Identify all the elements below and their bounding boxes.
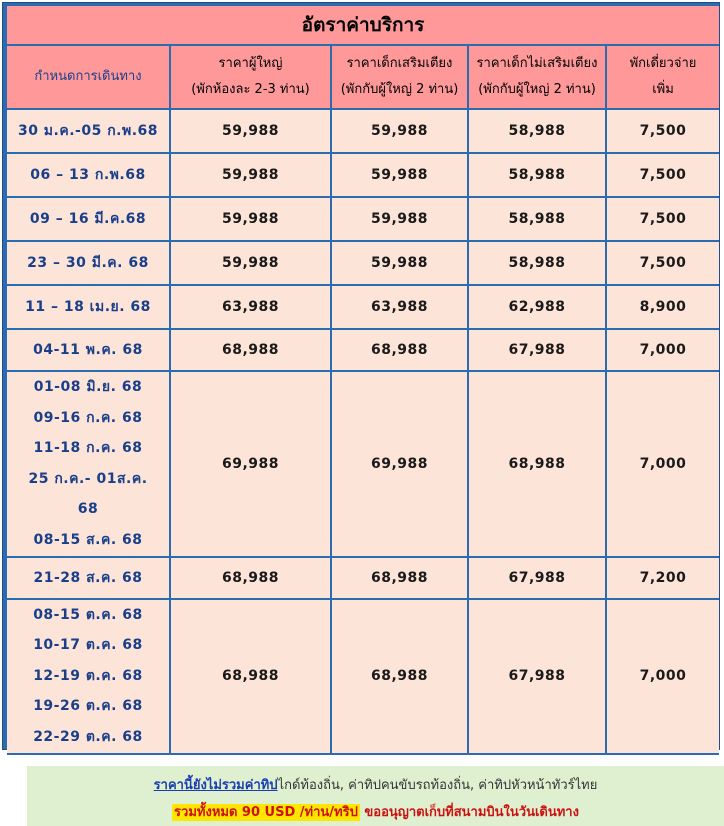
child-nobed-price-cell: 58,988 (469, 154, 607, 198)
header-adult-price-note: (พักห้องละ 2-3 ท่าน) (191, 82, 310, 97)
header-single-supplement (607, 46, 719, 110)
adult-price-cell: 59,988 (171, 198, 332, 242)
travel-dates-cell (7, 558, 171, 600)
child-bed-price-cell: 59,988 (332, 154, 469, 198)
child-bed-price-cell: 68,988 (332, 330, 469, 372)
child-bed-price-cell: 69,988 (332, 372, 469, 558)
adult-price-cell: 59,988 (171, 110, 332, 154)
header-single-label: พักเดี่ยวจ่าย (629, 56, 697, 71)
tip-notice-line2 (27, 801, 724, 822)
header-child-nobed-price (469, 46, 607, 110)
header-child-bed-note: (พักกับผู้ใหญ่ 2 ท่าน) (340, 82, 459, 97)
tip-notice (27, 766, 724, 826)
adult-price-cell: 59,988 (171, 154, 332, 198)
header-child-nobed-note: (พักกับผู้ใหญ่ 2 ท่าน) (478, 82, 596, 97)
single-supplement-cell: 7,500 (607, 110, 719, 154)
header-child-nobed-label: ราคาเด็กไม่เสริมเตียง (476, 56, 598, 71)
travel-date: 08-15 ต.ค. 68 (33, 606, 143, 623)
adult-price-cell: 68,988 (171, 600, 332, 755)
child-nobed-price-cell: 67,988 (469, 330, 607, 372)
rates-table (7, 6, 719, 755)
travel-date: 09-16 ก.ค. 68 (33, 409, 143, 426)
table-row (7, 286, 719, 330)
child-nobed-price-cell: 58,988 (469, 198, 607, 242)
single-supplement-cell: 7,000 (607, 600, 719, 755)
travel-dates-cell (7, 198, 171, 242)
child-bed-price-cell: 68,988 (332, 600, 469, 755)
header-adult-price (171, 46, 332, 110)
adult-price-cell: 69,988 (171, 372, 332, 558)
table-row (7, 558, 719, 600)
travel-date: 08-15 ส.ค. 68 (33, 531, 143, 548)
travel-date: 10-17 ต.ค. 68 (33, 637, 143, 654)
header-single-note: เพิ่ม (652, 82, 674, 97)
tip-notice-emphasis: ราคานี้ยังไม่รวมค่าทิป (153, 778, 278, 793)
travel-dates-cell (7, 330, 171, 372)
child-bed-price-cell: 59,988 (332, 242, 469, 286)
table-row (7, 330, 719, 372)
header-child-bed-label: ราคาเด็กเสริมเตียง (346, 56, 453, 71)
travel-date: 68 (77, 501, 99, 518)
header-adult-price-label: ราคาผู้ใหญ่ (218, 56, 283, 71)
child-bed-price-cell: 68,988 (332, 558, 469, 600)
table-row (7, 600, 719, 755)
travel-date: 22-29 ต.ค. 68 (33, 728, 143, 745)
child-nobed-price-cell: 68,988 (469, 372, 607, 558)
child-nobed-price-cell: 67,988 (469, 558, 607, 600)
travel-dates-cell (7, 242, 171, 286)
table-row (7, 110, 719, 154)
travel-date: 11-18 ก.ค. 68 (33, 440, 143, 457)
child-nobed-price-cell: 58,988 (469, 242, 607, 286)
single-supplement-cell: 7,500 (607, 242, 719, 286)
child-nobed-price-cell: 62,988 (469, 286, 607, 330)
travel-dates-cell (7, 286, 171, 330)
single-supplement-cell: 7,000 (607, 372, 719, 558)
travel-date: 21-28 ส.ค. 68 (33, 569, 143, 586)
rates-table-frame (2, 2, 720, 750)
travel-date: 19-26 ต.ค. 68 (33, 698, 143, 715)
child-nobed-price-cell: 67,988 (469, 600, 607, 755)
travel-date: 12-19 ต.ค. 68 (33, 667, 143, 684)
single-supplement-cell: 8,900 (607, 286, 719, 330)
single-supplement-cell: 7,000 (607, 330, 719, 372)
travel-date: 09 – 16 มี.ค.68 (29, 211, 147, 227)
travel-date: 04-11 พ.ค. 68 (33, 342, 143, 358)
travel-date: 11 – 18 เม.ย. 68 (25, 299, 151, 315)
table-row (7, 154, 719, 198)
child-nobed-price-cell: 58,988 (469, 110, 607, 154)
travel-date: 30 ม.ค.-05 ก.พ.68 (17, 123, 159, 139)
tip-notice-detail: ไกด์ท้องถิ่น, ค่าทิปคนขับรถท้องถิ่น, ค่าทิปหัวหน้าทัวร์ไทย (277, 778, 598, 793)
table-row (7, 242, 719, 286)
travel-dates-cell (7, 600, 171, 755)
adult-price-cell: 68,988 (171, 558, 332, 600)
travel-date: 01-08 มิ.ย. 68 (33, 379, 143, 395)
travel-date: 23 – 30 มี.ค. 68 (27, 255, 149, 271)
travel-date: 06 – 13 ก.พ.68 (30, 167, 146, 183)
table-row (7, 372, 719, 558)
travel-date: 25 ก.ค.- 01ส.ค. (28, 470, 148, 487)
adult-price-cell: 63,988 (171, 286, 332, 330)
header-travel-dates: กำหนดการเดินทาง (7, 46, 171, 110)
single-supplement-cell: 7,500 (607, 154, 719, 198)
tip-total-highlight: รวมทั้งหมด 90 USD /ท่าน/ทริป (174, 805, 358, 820)
travel-dates-cell (7, 110, 171, 154)
tip-notice-line1 (27, 766, 724, 795)
child-bed-price-cell: 63,988 (332, 286, 469, 330)
tip-collection-note: ขออนุญาตเก็บที่สนามบินในวันเดินทาง (359, 805, 579, 820)
adult-price-cell: 59,988 (171, 242, 332, 286)
table-row (7, 198, 719, 242)
child-bed-price-cell: 59,988 (332, 198, 469, 242)
adult-price-cell: 68,988 (171, 330, 332, 372)
single-supplement-cell: 7,500 (607, 198, 719, 242)
travel-dates-cell (7, 154, 171, 198)
single-supplement-cell: 7,200 (607, 558, 719, 600)
child-bed-price-cell: 59,988 (332, 110, 469, 154)
header-child-bed-price (332, 46, 469, 110)
travel-dates-cell (7, 372, 171, 558)
table-title: อัตราค่าบริการ (7, 6, 719, 46)
